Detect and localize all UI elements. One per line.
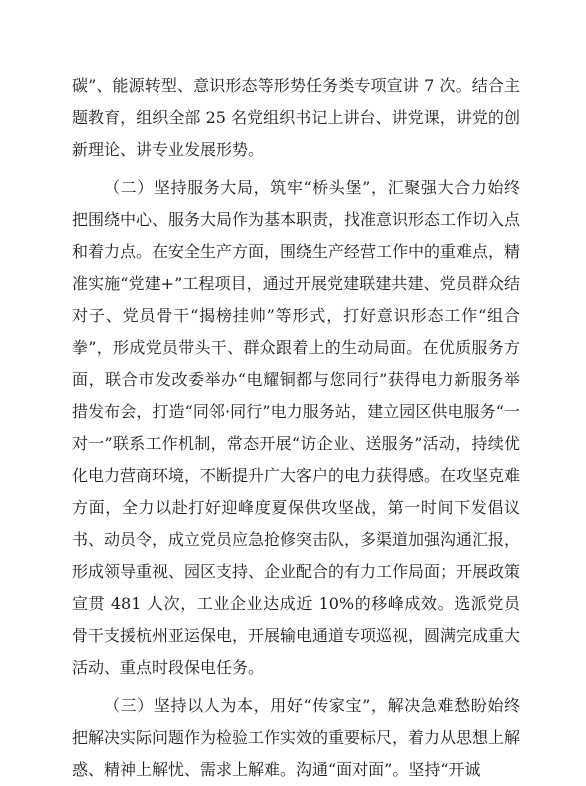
paragraph-1: 碳”、能源转型、意识形态等形势任务类专项宣讲 7 次。结合主题教育，组织全部 25 名党组织书记上讲台、讲党课，讲党的创新理论、讲专业发展形势。	[72, 76, 520, 159]
document-page	[72, 70, 520, 786]
paragraph-2: （二）坚持服务大局，筑牢“桥头堡”，汇聚强大合力始终把围绕中心、服务大局作为基本职责，找准意识形态工作切入点和着力点。在安全生产方面，围绕生产经营工作中的重难点，精准实施“党建+”工程项目，通过开展党建联建共建、党员群众结对子、党员骨干“揭榜挂帅”等形式，打好意识形态工作“组合拳”，形成党员带头干、群众跟着上的生动局面。在优质服务方面，联合市发改委举办“电耀铜都与您同行”获得电力新服务举措发布会，打造“同邻·同行”电力服务站，建立园区供电服务“一对一”联系工作机制，常态开展“访企业、送服务”活动，持续优化电力营商环境，不断提升广大客户的电力获得感。在攻坚克难方面，全力以赴打好迎峰度夏保供攻坚战，第一时间下发倡议书、动员令，成立党员应急抢修突击队，多渠道加强沟通汇报，形成领导重视、园区支持、企业配合的有力工作局面；开展政策宣贯 481 人次，工业企业达成近 10%的移峰成效。选派党员骨干支援杭州亚运保电，开展输电通道专项巡视，圆满完成重大活动、重点时段保电任务。	[72, 178, 521, 677]
paragraph-3: （三）坚持以人为本，用好“传家宝”，解决急难愁盼始终把解决实际问题作为检验工作实效的重要标尺，着力从思想上解惑、精神上解忧、需求上解难。沟通“面对面”。坚持“开诚	[72, 696, 521, 779]
